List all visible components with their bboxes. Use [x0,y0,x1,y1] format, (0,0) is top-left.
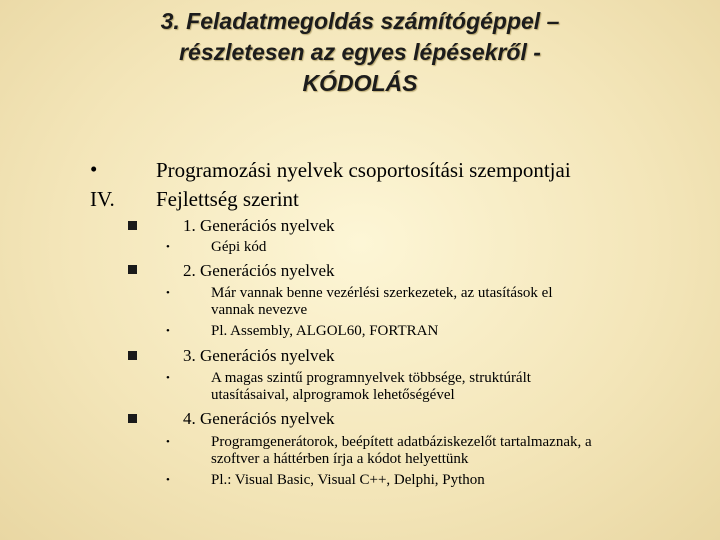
square-bullet-icon [128,221,137,230]
square-bullet-icon [128,414,137,423]
title-line-3: KÓDOLÁS [302,70,418,96]
main-heading-line-2: Fejlettség szerint [156,187,299,211]
square-bullet-icon [128,265,137,274]
sub-bullet: • [166,436,170,448]
generation-2-label: 2. Generációs nyelvek [183,261,335,280]
generation-4-item-1-line-2: szoftver a háttérben írja a kódot helyettünk [211,451,469,467]
sub-bullet: • [166,325,170,337]
sub-bullet: • [166,372,170,384]
generation-4-item-1-line-1: Programgenerátorok, beépített adatbáziskezelőt tartalmaznak, a [211,434,592,450]
slide-title [40,6,680,99]
title-line-2: részletesen az egyes lépésekről - [179,39,541,65]
generation-3-label: 3. Generációs nyelvek [183,346,335,365]
generation-3-item-1-line-2: utasításaival, alprogramok lehetőségével [211,387,455,403]
generation-2-item-1-line-2: vannak nevezve [211,302,308,318]
main-roman-numeral: IV. [90,187,115,211]
generation-4-label: 4. Generációs nyelvek [183,409,335,428]
sub-bullet: • [166,474,170,486]
sub-bullet: • [166,241,170,253]
generation-1-item-1: Gépi kód [211,239,267,255]
generation-4-item-2: Pl.: Visual Basic, Visual C++, Delphi, Python [211,472,485,488]
title-line-1: 3. Feladatmegoldás számítógéppel – [160,8,560,34]
generation-3-item-1-line-1: A magas szintű programnyelvek többsége, struktúrált [211,370,531,386]
main-bullet: • [90,157,98,181]
main-heading-line-1: Programozási nyelvek csoportosítási szempontjai [156,158,571,182]
generation-1-label: 1. Generációs nyelvek [183,216,335,235]
square-bullet-icon [128,351,137,360]
generation-2-item-2: Pl. Assembly, ALGOL60, FORTRAN [211,323,439,339]
sub-bullet: • [166,287,170,299]
generation-2-item-1-line-1: Már vannak benne vezérlési szerkezetek, az utasítások el [211,285,553,301]
